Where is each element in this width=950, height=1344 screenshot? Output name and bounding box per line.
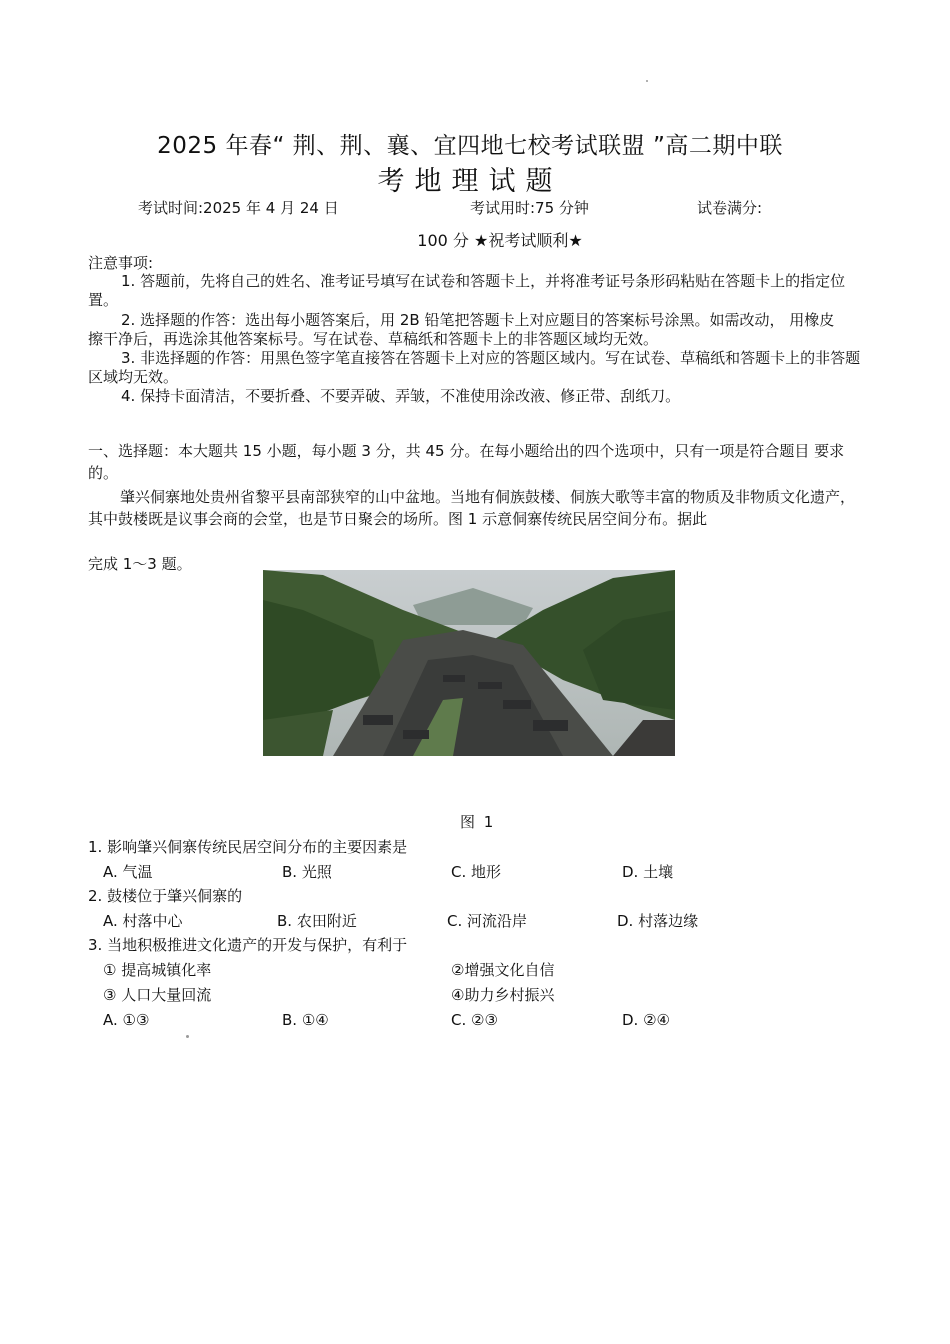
notice-item-3: 3. 非选择题的作答：用黑色签字笔直接答在答题卡上对应的答题区域内。写在试卷、草稿纸和答题卡上的非答题区域均无效。 — [88, 349, 861, 386]
question-1-stem: 1. 影响肇兴侗寨传统民居空间分布的主要因素是 — [88, 838, 408, 856]
full-score-wish: 100 分 ★祝考试顺利★ — [417, 231, 583, 250]
notice-item-2: 2. 选择题的作答：选出每小题答案后，用 2B 铅笔把答题卡上对应题目的答案标号涂黑。如需改动， 用橡皮擦干净后，再选涂其他答案标号。写在试卷、草稿纸和答题卡上的非答题区域均无效。 — [88, 311, 835, 348]
question-3-option-a: A. ①③ — [103, 1011, 150, 1029]
question-1-option-d: D. 土壤 — [622, 863, 674, 881]
question-2-stem: 2. 鼓楼位于肇兴侗寨的 — [88, 887, 243, 905]
section1-passage-end: 完成 1～3 题。 — [88, 555, 192, 573]
question-3-statement-1: ① 提高城镇化率 — [103, 961, 212, 979]
question-3-option-d: D. ②④ — [622, 1011, 670, 1029]
section1-heading: 一、选择题：本大题共 15 小题，每小题 3 分，共 45 分。在每小题给出的四个选项中，只有一项是符合题目 要求的。 — [88, 442, 845, 482]
stray-dot-top — [646, 80, 648, 82]
figure-caption: 图 1 — [460, 813, 496, 831]
exam-time: 考试时间:2025 年 4 月 24 日 — [138, 199, 339, 217]
question-3-stem: 3. 当地积极推进文化遗产的开发与保护，有利于 — [88, 936, 408, 954]
question-3-statement-2: ②增强文化自信 — [451, 961, 555, 979]
notice-item-1: 1. 答题前，先将自己的姓名、准考证号填写在试卷和答题卡上，并将准考证号条形码粘贴在答题卡上的指定位置。 — [88, 272, 846, 309]
question-2-option-c: C. 河流沿岸 — [447, 912, 528, 930]
exam-duration: 考试用时:75 分钟 — [470, 199, 589, 217]
question-1-option-c: C. 地形 — [451, 863, 502, 881]
notice-heading: 注意事项: — [88, 254, 154, 272]
stray-dot — [186, 1035, 189, 1038]
exam-title-line1: 2025 年春“ 荆、荆、襄、宜四地七校考试联盟 ”高二期中联 — [157, 133, 783, 159]
question-2-option-d: D. 村落边缘 — [617, 912, 699, 930]
question-3-statement-4: ④助力乡村振兴 — [451, 986, 555, 1004]
question-3-statement-3: ③ 人口大量回流 — [103, 986, 212, 1004]
village-photo — [263, 570, 675, 756]
notice-item-4: 4. 保持卡面清洁，不要折叠、不要弄破、弄皱，不准使用涂改液、修正带、刮纸刀。 — [121, 387, 681, 405]
question-1-option-a: A. 气温 — [103, 863, 153, 881]
question-3-option-c: C. ②③ — [451, 1011, 498, 1029]
section1-passage: 肇兴侗寨地处贵州省黎平县南部狭窄的山中盆地。当地有侗族鼓楼、侗族大歌等丰富的物质及非物质文化遗产，其中鼓楼既是议事会商的会堂，也是节日聚会的场所。图 1 示意侗寨传统民居空间分布。据此 — [88, 488, 856, 528]
question-2-option-b: B. 农田附近 — [277, 912, 357, 930]
question-1-option-b: B. 光照 — [282, 863, 332, 881]
exam-title-line2: 考地理试题 — [377, 166, 563, 197]
full-score-label: 试卷满分: — [697, 199, 763, 217]
question-2-option-a: A. 村落中心 — [103, 912, 183, 930]
question-3-option-b: B. ①④ — [282, 1011, 329, 1029]
